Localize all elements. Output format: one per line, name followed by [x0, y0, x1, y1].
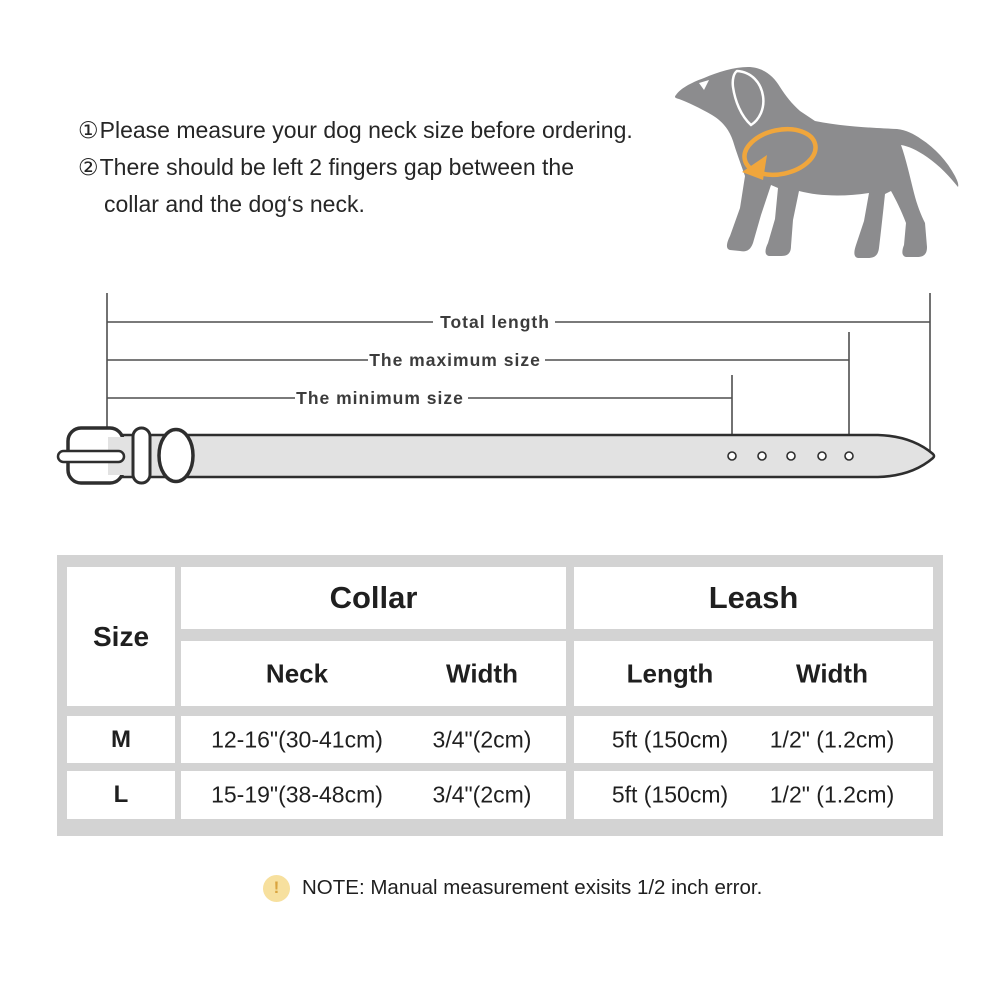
- total-length-label: Total length: [440, 312, 550, 332]
- hole-1: [728, 452, 736, 460]
- instruction-2-text-line2: collar and the dog‘s neck.: [104, 191, 365, 217]
- d-ring: [159, 430, 193, 482]
- exclamation-icon: !: [263, 875, 290, 902]
- circled-number-2: ②: [78, 154, 99, 180]
- buckle-prong: [58, 451, 124, 462]
- leash-length-header: Length: [626, 658, 714, 688]
- row-l-collar-width: 3/4"(2cm): [432, 781, 532, 808]
- row-m-collar-width: 3/4"(2cm): [432, 726, 532, 752]
- row-m-leash-length: 5ft (150cm): [611, 726, 729, 752]
- row-l-leash-length: 5ft (150cm): [611, 781, 729, 808]
- instruction-1-text: Please measure your dog neck size before ordering.: [99, 117, 633, 143]
- hole-3: [787, 452, 795, 460]
- instruction-2: [78, 149, 633, 186]
- note-text: NOTE: Manual measurement exisits 1/2 inch error.: [302, 876, 763, 899]
- collar-measurement-diagram: [40, 280, 980, 580]
- hole-4: [818, 452, 826, 460]
- row-m-collar: [181, 716, 566, 763]
- collar-neck-header: Neck: [265, 658, 329, 688]
- instruction-1: [78, 112, 633, 149]
- row-m-leash-width: 1/2" (1.2cm): [769, 726, 895, 752]
- measurement-note: [263, 873, 762, 903]
- leash-width-header: Width: [796, 658, 868, 688]
- row-m-collar-neck: 12-16"(30-41cm): [211, 726, 383, 752]
- ordering-instructions: [78, 112, 633, 223]
- row-m-leash: [574, 716, 933, 763]
- row-m-size: M: [67, 716, 175, 763]
- dog-illustration: [640, 30, 980, 290]
- size-table: [57, 555, 943, 836]
- collar-subheader-row: [181, 641, 566, 706]
- dog-silhouette: [675, 67, 958, 258]
- instruction-2-continued: [78, 186, 633, 223]
- row-l-size: L: [67, 771, 175, 819]
- hole-2: [758, 452, 766, 460]
- hole-5: [845, 452, 853, 460]
- collar-group-header: Collar: [181, 567, 566, 629]
- row-l-leash-width: 1/2" (1.2cm): [769, 781, 895, 808]
- circled-number-1: ①: [78, 117, 99, 143]
- row-l-leash: [574, 771, 933, 819]
- keeper-loop: [133, 428, 150, 483]
- leash-group-header: Leash: [574, 567, 933, 629]
- maximum-size-label: The maximum size: [369, 350, 541, 370]
- size-column-header: Size: [67, 567, 175, 706]
- instruction-2-text: There should be left 2 fingers gap between the: [99, 154, 574, 180]
- row-l-collar-neck: 15-19"(38-48cm): [211, 781, 383, 808]
- leash-subheader-row: [574, 641, 933, 706]
- minimum-size-label: The minimum size: [296, 388, 464, 408]
- collar-width-header: Width: [446, 658, 518, 688]
- collar-strap: [108, 435, 934, 477]
- row-l-collar: [181, 771, 566, 819]
